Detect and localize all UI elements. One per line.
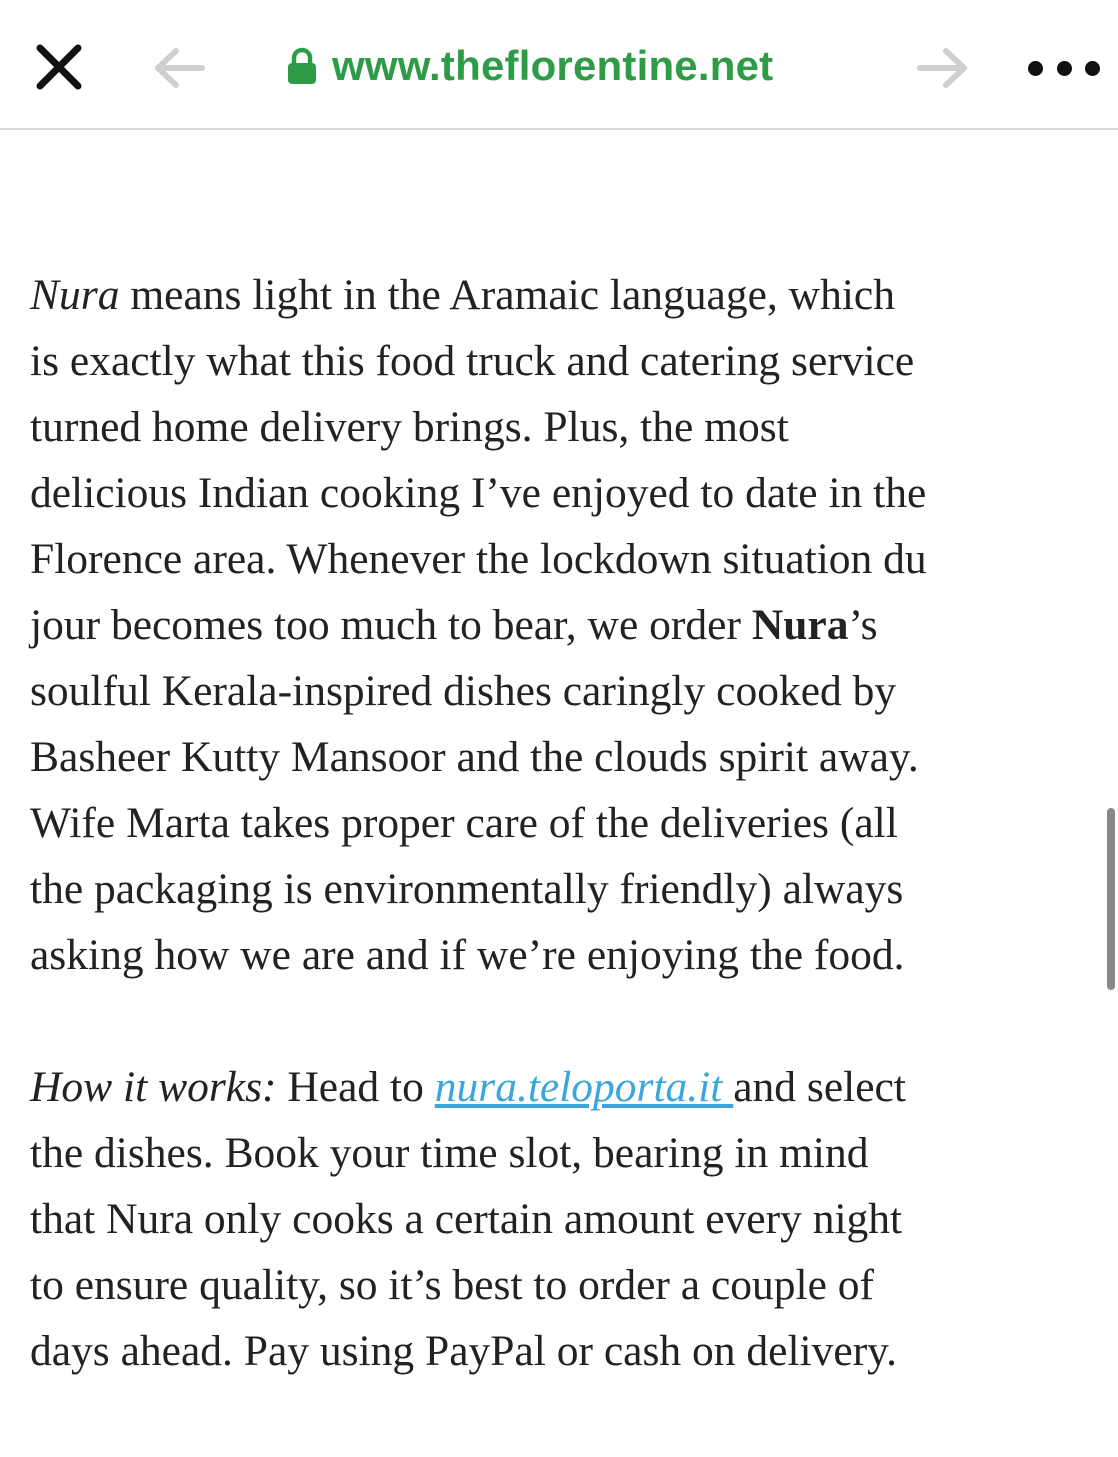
how-it-works-label: How it works: xyxy=(30,1063,277,1111)
restaurant-name: Nura xyxy=(30,271,120,319)
text: and select xyxy=(733,1063,906,1111)
nura-website-link[interactable]: nura.teloporta.it xyxy=(434,1063,734,1111)
text-line: days ahead. Pay using PayPal or cash on delivery. xyxy=(30,1327,897,1375)
text-line: delicious Indian cooking I’ve enjoyed to date in the xyxy=(30,469,927,517)
scrollbar[interactable] xyxy=(1107,808,1115,990)
dot xyxy=(1085,61,1100,76)
text-line: turned home delivery brings. Plus, the most xyxy=(30,403,789,451)
arrow-left-icon[interactable] xyxy=(152,46,206,90)
text-line xyxy=(30,262,1100,328)
restaurant-name-bold: Nura xyxy=(751,601,849,649)
text-line: soulful Kerala-inspired dishes caringly cooked by xyxy=(30,667,897,715)
text-line: that Nura only cooks a certain amount every night xyxy=(30,1195,903,1243)
lock-icon xyxy=(286,46,318,86)
text: ’s xyxy=(848,601,878,649)
text-line: Florence area. Whenever the lockdown situation du xyxy=(30,535,927,583)
close-icon[interactable] xyxy=(34,42,84,92)
text-line: to ensure quality, so it’s best to order a couple of xyxy=(30,1261,875,1309)
paragraph-how-it-works xyxy=(30,1054,1100,1384)
text: jour becomes too much to bear, we order xyxy=(30,601,752,649)
arrow-right-icon[interactable] xyxy=(916,46,970,90)
dot xyxy=(1057,61,1072,76)
text: Head to xyxy=(276,1063,435,1111)
text-line xyxy=(30,1054,1100,1120)
article-body xyxy=(30,262,1100,1384)
text-line: the dishes. Book your time slot, bearing in mind xyxy=(30,1129,869,1177)
paragraph-intro xyxy=(30,262,1100,988)
text-line xyxy=(30,592,1100,658)
text-line: is exactly what this food truck and catering service xyxy=(30,337,915,385)
dot xyxy=(1028,61,1043,76)
browser-toolbar xyxy=(0,0,1118,130)
text: means light in the Aramaic language, which xyxy=(119,271,895,319)
url-text: www.theflorentine.net xyxy=(332,42,774,89)
text-line: the packaging is environmentally friendly) always xyxy=(30,865,904,913)
text-line: Basheer Kutty Mansoor and the clouds spirit away. xyxy=(30,733,919,781)
text-line: Wife Marta takes proper care of the deliveries (all xyxy=(30,799,898,847)
address-bar[interactable] xyxy=(286,38,773,94)
text-line: asking how we are and if we’re enjoying the food. xyxy=(30,931,905,979)
more-dots-icon[interactable] xyxy=(1028,54,1100,82)
